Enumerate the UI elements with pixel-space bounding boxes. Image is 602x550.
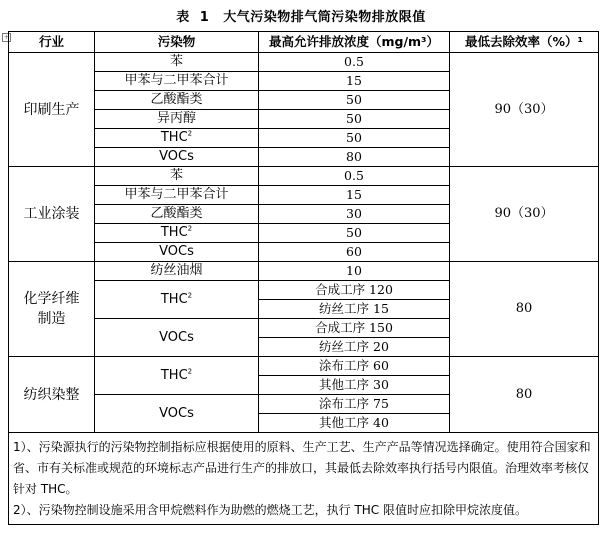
pollutant-cell: 苯	[95, 167, 259, 186]
pollutant-name: THC	[160, 130, 188, 145]
header-concentration: 最高允许排放浓度（mg/m³）	[259, 32, 450, 53]
pollutant-cell: VOCs	[95, 395, 259, 433]
header-efficiency: 最低去除效率（%）¹	[450, 32, 599, 53]
table-row	[9, 357, 599, 376]
table-title-label: 表	[176, 10, 190, 25]
limit-cell: 涂布工序 60	[259, 357, 450, 376]
emission-limits-table	[8, 31, 599, 525]
pollutant-name: THC	[160, 367, 188, 383]
limit-cell: 15	[259, 72, 450, 91]
efficiency-cell: 80	[450, 357, 599, 433]
limit-cell: 50	[259, 129, 450, 148]
pollutant-cell: 乙酸酯类	[95, 205, 259, 224]
limit-cell: 10	[259, 262, 450, 281]
limit-cell: 纺丝工序 15	[259, 300, 450, 319]
limit-cell: 15	[259, 186, 450, 205]
pollutant-cell: VOCs	[95, 148, 259, 167]
pollutant-cell: VOCs	[95, 319, 259, 357]
limit-cell: 80	[259, 148, 450, 167]
footnote-marker: 2	[187, 367, 193, 376]
pollutant-cell	[95, 129, 259, 148]
note-2: 2）、污染物控制设施采用含甲烷燃料作为助燃的燃烧工艺，执行 THC 限值时应扣除甲烷浓度值。	[13, 503, 527, 517]
limit-cell: 0.5	[259, 53, 450, 72]
table-title-text: 大气污染物排气筒污染物排放限值	[223, 10, 426, 25]
pollutant-cell	[95, 281, 259, 319]
pollutant-cell	[95, 224, 259, 243]
pollutant-cell: 异丙醇	[95, 110, 259, 129]
limit-cell: 50	[259, 110, 450, 129]
footnote-marker: 2	[187, 224, 193, 233]
limit-cell: 涂布工序 75	[259, 395, 450, 414]
pollutant-cell: 甲苯与二甲苯合计	[95, 72, 259, 91]
industry-cell	[9, 262, 95, 357]
pollutant-cell: 纺丝油烟	[95, 262, 259, 281]
header-industry: 行业	[9, 32, 95, 53]
table-title	[0, 6, 602, 25]
notes-row	[9, 433, 599, 525]
pollutant-cell: 苯	[95, 53, 259, 72]
industry-cell: 工业涂装	[9, 167, 95, 262]
footnote-marker: 2	[187, 291, 193, 300]
footnote-marker: 2	[187, 129, 193, 138]
table-row	[9, 167, 599, 186]
limit-cell: 其他工序 30	[259, 376, 450, 395]
limit-cell: 60	[259, 243, 450, 262]
pollutant-cell: VOCs	[95, 243, 259, 262]
limit-cell: 其他工序 40	[259, 414, 450, 433]
limit-cell: 50	[259, 224, 450, 243]
industry-line: 化学纤维	[23, 291, 80, 307]
pollutant-name: THC	[160, 291, 188, 307]
pollutant-name: THC	[160, 225, 188, 240]
table-move-handle-icon[interactable]: +	[3, 34, 10, 41]
pollutant-cell: 乙酸酯类	[95, 91, 259, 110]
pollutant-cell	[95, 357, 259, 395]
efficiency-cell: 80	[450, 262, 599, 357]
limit-cell: 30	[259, 205, 450, 224]
limit-cell: 合成工序 150	[259, 319, 450, 338]
table-row	[9, 53, 599, 72]
table-row	[9, 262, 599, 281]
table-title-number: 1	[199, 10, 210, 25]
efficiency-cell: 90（30）	[450, 167, 599, 262]
efficiency-cell: 90（30）	[450, 53, 599, 167]
industry-cell: 印刷生产	[9, 53, 95, 167]
pollutant-cell: 甲苯与二甲苯合计	[95, 186, 259, 205]
limit-cell: 0.5	[259, 167, 450, 186]
notes-cell	[9, 433, 599, 525]
limit-cell: 纺丝工序 20	[259, 338, 450, 357]
limit-cell: 50	[259, 91, 450, 110]
industry-line: 制造	[37, 311, 66, 327]
industry-cell: 纺织染整	[9, 357, 95, 433]
note-1: 1）、污染源执行的污染物控制指标应根据使用的原料、生产工艺、生产产品等情况选择确定。使用符合国家和省、市有关标准或规范的环境标志产品进行生产的排放口，其最低去除效率执行括号内限值。治理效率考核仅针对 THC。	[13, 440, 591, 496]
header-pollutant: 污染物	[95, 32, 259, 53]
limit-cell: 合成工序 120	[259, 281, 450, 300]
